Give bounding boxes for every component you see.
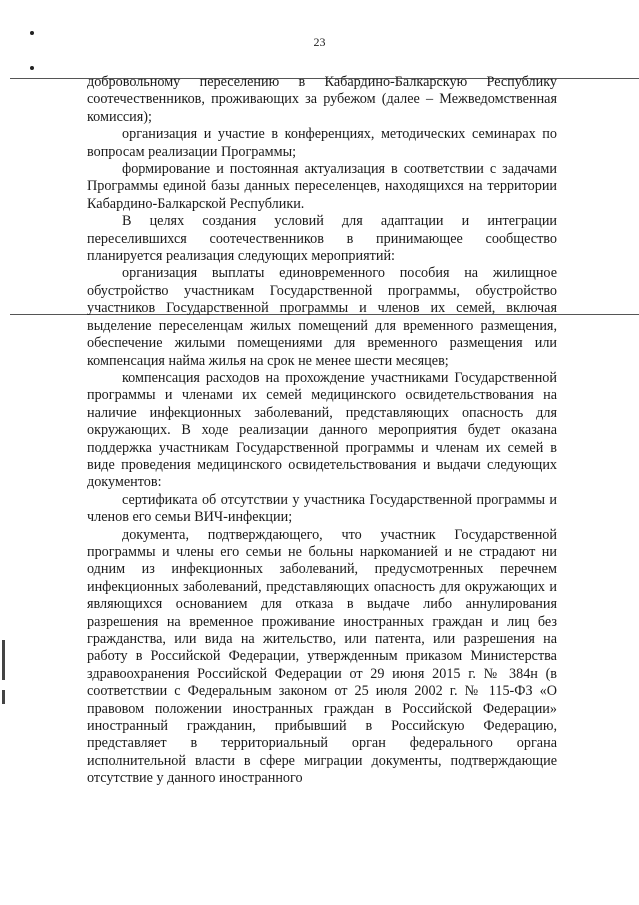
paragraph: компенсация расходов на прохождение участниками Государственной программы и членами их семей медицинского освидетельствования на наличие инфекционных заболеваний, представляющих опасность для окружающих. В ходе реализации данного мероприятия будет оказана поддержка участникам Государственной программы и членам их семей в виде проведения медицинского освидетельствования и выдачи следующих документов: [87, 369, 557, 491]
scan-margin-mark [2, 690, 5, 704]
scan-artifact-dot [30, 66, 34, 70]
paragraph: В целях создания условий для адаптации и интеграции переселившихся соотечественников в принимающее сообщество планируется реализация следующих мероприятий: [87, 213, 557, 265]
paragraph: документа, подтверждающего, что участник Государственной программы и члены его семьи не больны наркоманией и не страдают ни одним из инфекционных заболеваний, предусмотренных перечнем инфекционных заболеваний, представляющих опасность для окружающих и являющихся основанием для отказа в выдаче либо аннулирования разрешения на временное проживание иностранных граждан и лиц без гражданства, или вида на жительство, или патента, или разрешения на работу в Российской Федерации, утвержденным приказом Министерства здравоохранения Российской Федерации от 29 июня 2015 г. № 384н (в соответствии с Федеральным законом от 25 июля 2002 г. № 115-ФЗ «О правовом положении иностранных граждан в Российской Федерации» иностранный гражданин, прибывший в Российскую Федерацию, представляет в территориальный орган федерального органа исполнительной власти в сфере миграции документы, подтверждающие отсутствие у данного иностранного [87, 526, 557, 787]
document-body [87, 74, 557, 788]
paragraph: организация и участие в конференциях, методических семинарах по вопросам реализации Программы; [87, 126, 557, 160]
paragraph: формирование и постоянная актуализация в соответствии с задачами Программы единой базы данных переселенцев, находящихся на территории Кабардино-Балкарской Республики. [87, 161, 557, 212]
paragraph: сертификата об отсутствии у участника Государственной программы и членов его семьи ВИЧ-инфекции; [87, 491, 557, 526]
scan-margin-mark [2, 640, 5, 680]
page-number: 23 [313, 35, 326, 49]
paragraph: добровольному переселению в Кабардино-Балкарскую Республику соотечественников, проживающих за рубежом (далее – Межведомственная комиссия); [87, 74, 557, 125]
paragraph: организация выплаты единовременного пособия на жилищное обустройство участникам Государственной программы, обустройство участников Государственной программы и членов их семей, включая выделение переселенцам жилых помещений для временного размещения, обеспечение жилыми помещениями для временного размещения или компенсация найма жилья на срок не менее шести месяцев; [87, 265, 557, 369]
